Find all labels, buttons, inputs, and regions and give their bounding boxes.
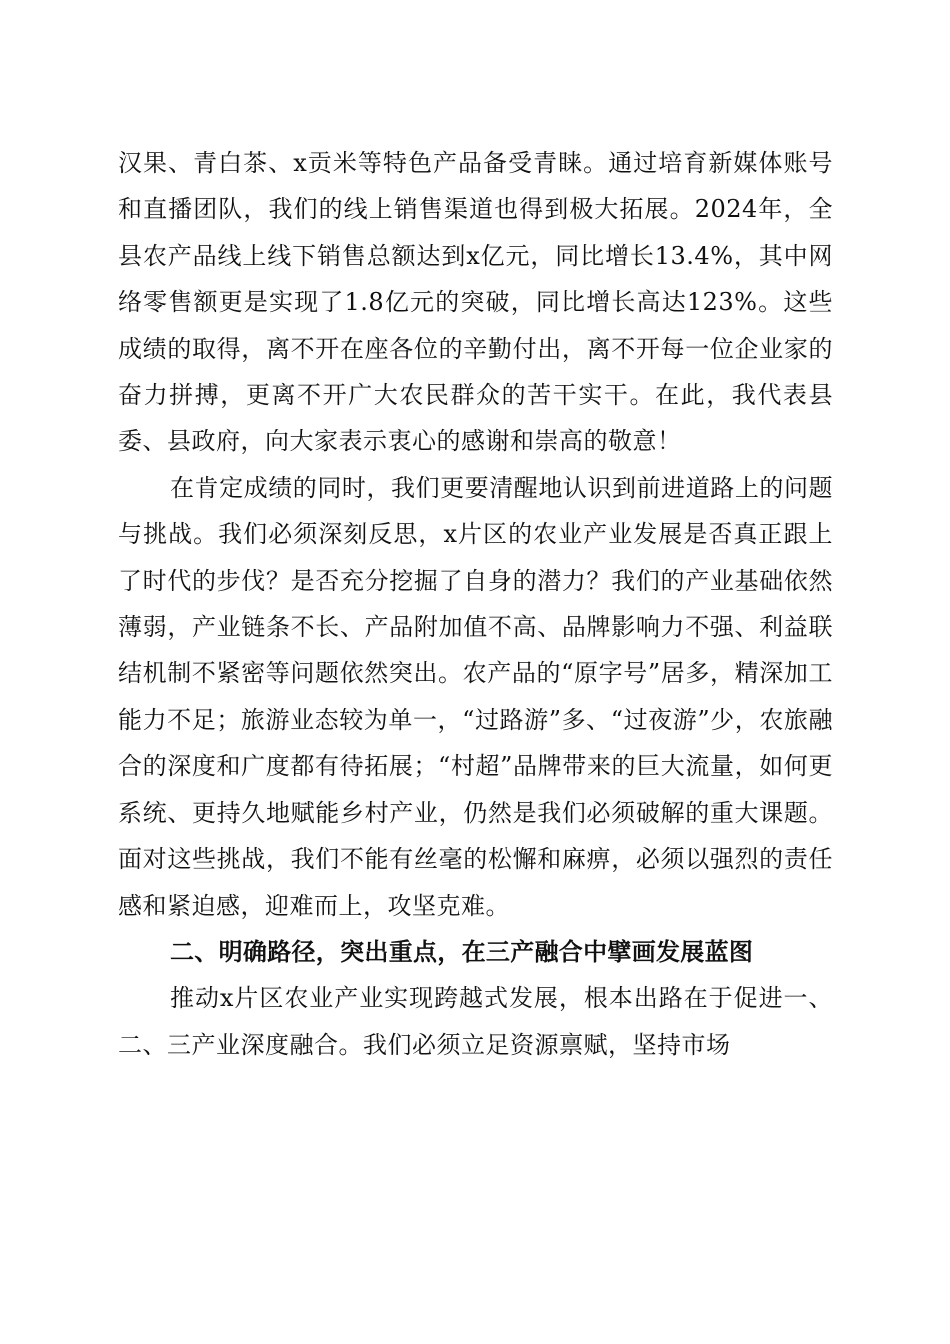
paragraph-challenges: 在肯定成绩的同时，我们更要清醒地认识到前进道路上的问题与挑战。我们必须深刻反思，x片区的农业产业发展是否真正跟上了时代的步伐？是否充分挖掘了自身的潜力？我们的产业基础依然薄弱，产业链条不长、产品附加值不高、品牌影响力不强、利益联结机制不紧密等问题依然突出。农产品的“原字号”居多，精深加工能力不足；旅游业态较为单一，“过路游”多、“过夜游”少，农旅融合的深度和广度都有待拓展；“村超”品牌带来的巨大流量，如何更系统、更持久地赋能乡村产业，仍然是我们必须破解的重大课题。面对这些挑战，我们不能有丝毫的松懈和麻痹，必须以强烈的责任感和紧迫感，迎难而上，攻坚克难。: [118, 473, 833, 920]
document-body: [118, 140, 833, 1068]
paragraph-continued: 汉果、青白茶、x贡米等特色产品备受青睐。通过培育新媒体账号和直播团队，我们的线上销售渠道也得到极大拓展。2024年，全县农产品线上线下销售总额达到x亿元，同比增长13.4%，其中网络零售额更是实现了1.8亿元的突破，同比增长高达123%。这些成绩的取得，离不开在座各位的辛勤付出，离不开每一位企业家的奋力拼搏，更离不开广大农民群众的苦干实干。在此，我代表县委、县政府，向大家表示衷心的感谢和崇高的敬意！: [118, 149, 833, 456]
paragraph-integration: 推动x片区农业产业实现跨越式发展，根本出路在于促进一、二、三产业深度融合。我们必须立足资源禀赋，坚持市场: [118, 984, 833, 1059]
section-heading: 二、明确路径，突出重点，在三产融合中擘画发展蓝图: [170, 937, 754, 966]
